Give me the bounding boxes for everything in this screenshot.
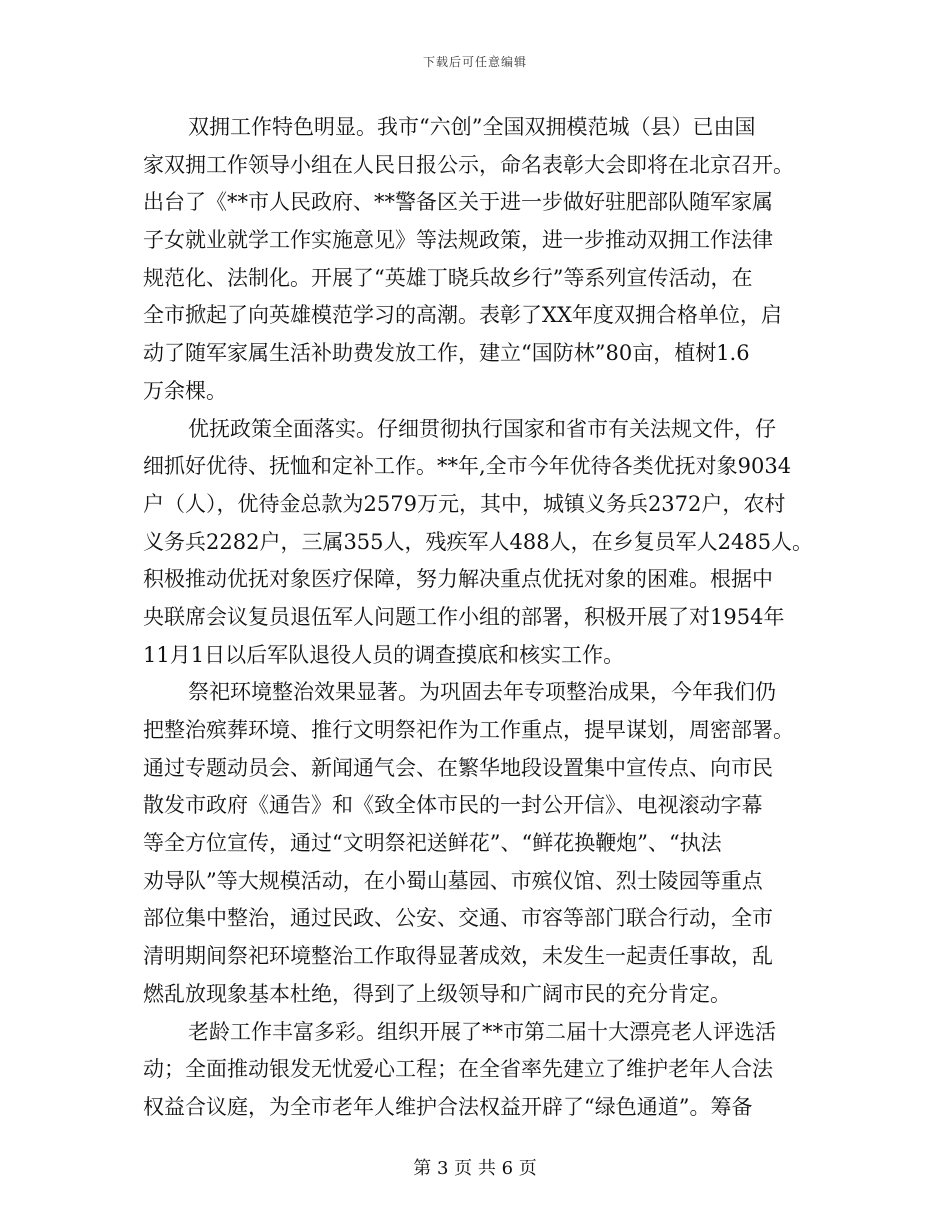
text-line: 动；全面推动银发无忧爱心工程；在全省率先建立了维护老年人合法 (143, 1057, 773, 1082)
text-line: 散发市政府《通告》和《致全体市民的一封公开信》、电视滚动字幕 (143, 793, 763, 818)
text-line: 义务兵2282户，三属355人，残疾军人488人，在乡复员军人2485人。 (143, 529, 814, 554)
text-line: 老龄工作丰富多彩。组织开展了**市第二届十大漂亮老人评选活 (188, 1019, 776, 1044)
text-line: 全市掀起了向英雄模范学习的高潮。表彰了XX年度双拥合格单位，启 (143, 303, 782, 328)
text-line: 祭祀环境整治效果显著。为巩固去年专项整治成果，今年我们仍 (188, 680, 776, 705)
text-line: 11月1日以后军队退役人员的调查摸底和核实工作。 (143, 642, 625, 667)
text-line: 部位集中整治，通过民政、公安、交通、市容等部门联合行动，全市 (143, 906, 773, 931)
page-number: 第 3 页 共 6 页 (413, 1158, 537, 1179)
text-line: 劝导队”等大规模活动，在小蜀山墓园、市殡仪馆、烈士陵园等重点 (143, 868, 763, 893)
text-line: 清明期间祭祀环境整治工作取得显著成效，未发生一起责任事故，乱 (143, 944, 773, 969)
text-line: 双拥工作特色明显。我市“六创”全国双拥模范城（县）已由国 (188, 115, 756, 139)
page-header: 下载后可任意编辑 (422, 55, 527, 69)
text-line: 规范化、法制化。开展了“英雄丁晓兵故乡行”等系列宣传活动，在 (143, 265, 753, 290)
text-line: 积极推动优抚对象医疗保障，努力解决重点优抚对象的困难。根据中 (143, 567, 773, 592)
document-body (143, 109, 823, 1127)
text-line: 户（人），优待金总款为2579万元，其中，城镇义务兵2372户，农村 (143, 491, 786, 516)
text-line: 权益合议庭，为全市老年人维护合法权益开辟了“绿色通道”。筹备 (143, 1094, 753, 1119)
text-line: 出台了《**市人民政府、**警备区关于进一步做好驻肥部队随军家属 (143, 190, 773, 215)
paragraph (143, 411, 823, 675)
text-line: 家双拥工作领导小组在人民日报公示，命名表彰大会即将在北京召开。 (143, 152, 794, 177)
text-line: 等全方位宣传，通过“文明祭祀送鲜花”、“鲜花换鞭炮”、“执法 (143, 831, 722, 856)
text-line: 通过专题动员会、新闻通气会、在繁华地段设置集中宣传点、向市民 (143, 755, 773, 780)
text-line: 把整治殡葬环境、推行文明祭祀作为工作重点，提早谋划，周密部署。 (143, 718, 794, 742)
paragraph (143, 1014, 823, 1127)
text-line: 细抓好优待、抚恤和定补工作。**年,全市今年优待各类优抚对象9034 (143, 454, 792, 479)
paragraph (143, 109, 823, 411)
paragraph (143, 674, 823, 1013)
text-line: 燃乱放现象基本杜绝，得到了上级领导和广阔市民的充分肯定。 (143, 981, 731, 1006)
text-line: 万余棵。 (143, 378, 227, 403)
text-line: 央联席会议复员退伍军人问题工作小组的部署，积极开展了对1954年 (143, 604, 785, 629)
text-line: 动了随军家属生活补助费发放工作，建立“国防林”80亩，植树1.6 (143, 341, 750, 366)
text-line: 优抚政策全面落实。仔细贯彻执行国家和省市有关法规文件，仔 (188, 416, 776, 441)
text-line: 子女就业就学工作实施意见》等法规政策，进一步推动双拥工作法律 (143, 228, 773, 253)
